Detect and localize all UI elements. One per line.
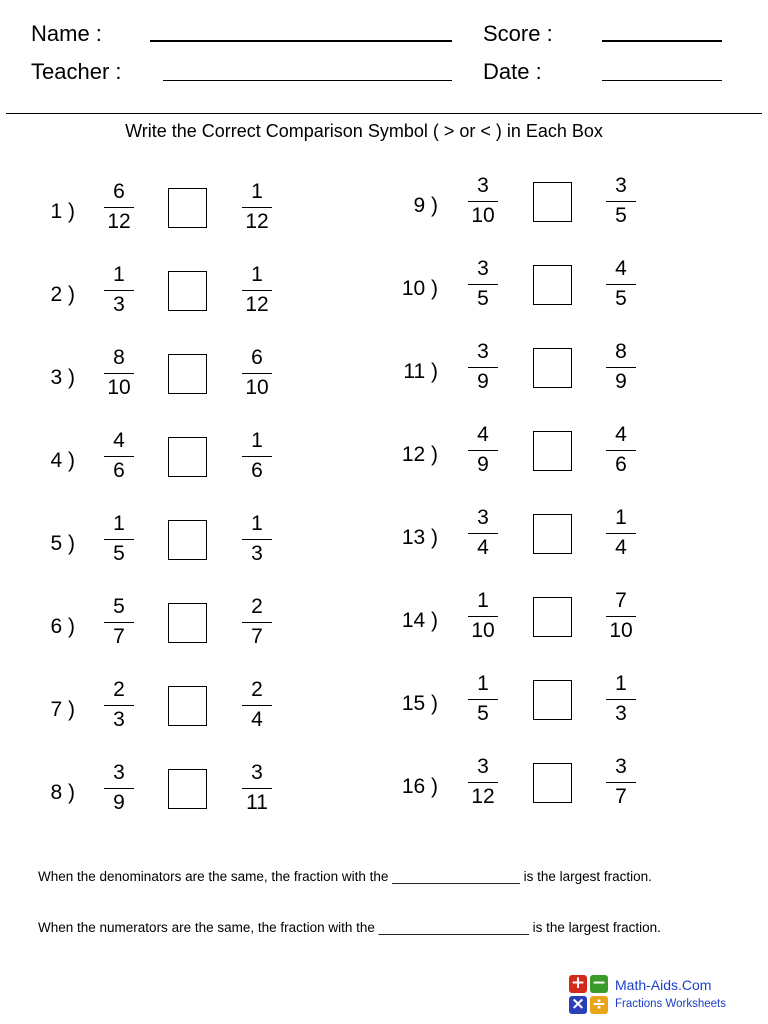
problem-9 [0,174,768,234]
problem-number: 15 ) [401,692,438,715]
numerator: 1 [477,672,489,695]
numerator: 6 [113,180,125,203]
divide-icon: ÷ [591,994,607,1014]
fraction-bar [606,533,636,534]
numerator: 4 [477,423,489,446]
denominator: 3 [251,542,263,565]
numerator: 4 [615,423,627,446]
fraction-bar [606,450,636,451]
numerator: 3 [477,340,489,363]
numerator: 3 [615,174,627,197]
note-denominators: When the denominators are the same, the fraction with the _________________ is the largest fraction. [38,869,652,884]
right-fraction [606,257,636,311]
numerator: 2 [251,595,263,618]
right-fraction [606,423,636,477]
problem-number: 12 ) [401,443,438,466]
denominator: 4 [615,536,627,559]
numerator: 1 [615,506,627,529]
left-fraction [468,506,498,560]
denominator: 5 [113,542,125,565]
denominator: 7 [251,625,263,648]
score-label: Score : [483,21,553,46]
problem-number: 13 ) [401,526,438,549]
denominator: 9 [615,370,627,393]
problem-number: 14 ) [401,609,438,632]
numerator: 1 [113,512,125,535]
numerator: 3 [477,755,489,778]
numerator: 1 [477,589,489,612]
denominator: 9 [477,370,489,393]
fraction-bar [468,533,498,534]
fraction-bar [606,782,636,783]
denominator: 5 [615,204,627,227]
right-fraction [606,589,636,643]
denominator: 3 [615,702,627,725]
right-fraction [606,672,636,726]
problem-10 [0,257,768,317]
fraction-bar [468,367,498,368]
denominator: 7 [615,785,627,808]
fraction-bar [468,201,498,202]
problem-15 [0,672,768,732]
denominator: 12 [107,210,131,233]
denominator: 11 [246,791,268,814]
problem-13 [0,506,768,566]
numerator: 6 [251,346,263,369]
teacher-label: Teacher : [31,59,122,84]
fraction-bar [468,450,498,451]
numerator: 1 [251,429,263,452]
numerator: 4 [615,257,627,280]
right-fraction [606,340,636,394]
problem-number: 2 ) [50,283,75,306]
note-numerators: When the numerators are the same, the fraction with the ____________________ is the largest fraction. [38,920,661,935]
score-field[interactable] [602,40,722,42]
numerator: 1 [251,180,263,203]
fraction-bar [468,616,498,617]
denominator: 10 [471,204,495,227]
denominator: 3 [113,293,125,316]
right-fraction [606,174,636,228]
left-fraction [468,257,498,311]
answer-box[interactable] [533,680,572,720]
problem-14 [0,589,768,649]
plus-icon: + [570,973,586,993]
name-label: Name : [31,21,102,46]
instructions: Write the Correct Comparison Symbol ( > or < ) in Each Box [125,121,603,141]
numerator: 3 [251,761,263,784]
denominator: 6 [113,459,125,482]
problem-number: 11 ) [403,360,438,383]
brand-name: Math-Aids.Com [615,977,712,993]
fraction-bar [606,616,636,617]
denominator: 12 [245,293,269,316]
denominator: 7 [113,625,125,648]
header-divider [6,113,762,114]
problem-number: 10 ) [401,277,438,300]
left-fraction [468,174,498,228]
denominator: 6 [615,453,627,476]
problem-number: 8 ) [50,781,75,804]
teacher-field[interactable] [163,80,452,81]
numerator: 8 [113,346,125,369]
problem-11 [0,340,768,400]
fraction-bar [468,699,498,700]
problem-number: 6 ) [50,615,75,638]
numerator: 8 [615,340,627,363]
name-field[interactable] [150,40,452,42]
problem-16 [0,755,768,815]
denominator: 10 [471,619,495,642]
numerator: 3 [113,761,125,784]
denominator: 6 [251,459,263,482]
numerator: 4 [113,429,125,452]
answer-box[interactable] [533,265,572,305]
right-fraction [606,506,636,560]
date-field[interactable] [602,80,722,81]
numerator: 3 [477,174,489,197]
times-icon: × [570,994,586,1014]
denominator: 4 [477,536,489,559]
brand-subtitle: Fractions Worksheets [615,998,726,1010]
numerator: 2 [251,678,263,701]
answer-box[interactable] [533,597,572,637]
left-fraction [468,672,498,726]
denominator: 9 [113,791,125,814]
date-label: Date : [483,59,542,84]
problem-number: 1 ) [50,200,75,223]
fraction-bar [606,201,636,202]
problem-number: 7 ) [50,698,75,721]
answer-box[interactable] [533,431,572,471]
denominator: 10 [245,376,269,399]
fraction-bar [468,284,498,285]
numerator: 2 [113,678,125,701]
problem-number: 3 ) [50,366,75,389]
answer-box[interactable] [533,182,572,222]
denominator: 12 [245,210,269,233]
numerator: 3 [477,257,489,280]
left-fraction [468,340,498,394]
denominator: 5 [477,287,489,310]
problem-12 [0,423,768,483]
left-fraction [468,423,498,477]
numerator: 1 [251,512,263,535]
left-fraction [468,589,498,643]
denominator: 4 [251,708,263,731]
numerator: 1 [113,263,125,286]
denominator: 10 [107,376,131,399]
denominator: 5 [615,287,627,310]
answer-box[interactable] [533,514,572,554]
numerator: 1 [251,263,263,286]
answer-box[interactable] [533,348,572,388]
fraction-bar [606,699,636,700]
fraction-bar [606,367,636,368]
problem-number: 9 ) [413,194,438,217]
numerator: 3 [615,755,627,778]
denominator: 3 [113,708,125,731]
problem-number: 4 ) [50,449,75,472]
fraction-bar [468,782,498,783]
minus-icon: − [591,973,607,993]
numerator: 5 [113,595,125,618]
denominator: 9 [477,453,489,476]
answer-box[interactable] [533,763,572,803]
problem-number: 5 ) [50,532,75,555]
denominator: 5 [477,702,489,725]
right-fraction [606,755,636,809]
problem-number: 16 ) [401,775,438,798]
math-aids-logo [569,975,609,1015]
numerator: 3 [477,506,489,529]
denominator: 10 [609,619,633,642]
denominator: 12 [471,785,495,808]
numerator: 1 [615,672,627,695]
fraction-bar [606,284,636,285]
left-fraction [468,755,498,809]
numerator: 7 [615,589,627,612]
